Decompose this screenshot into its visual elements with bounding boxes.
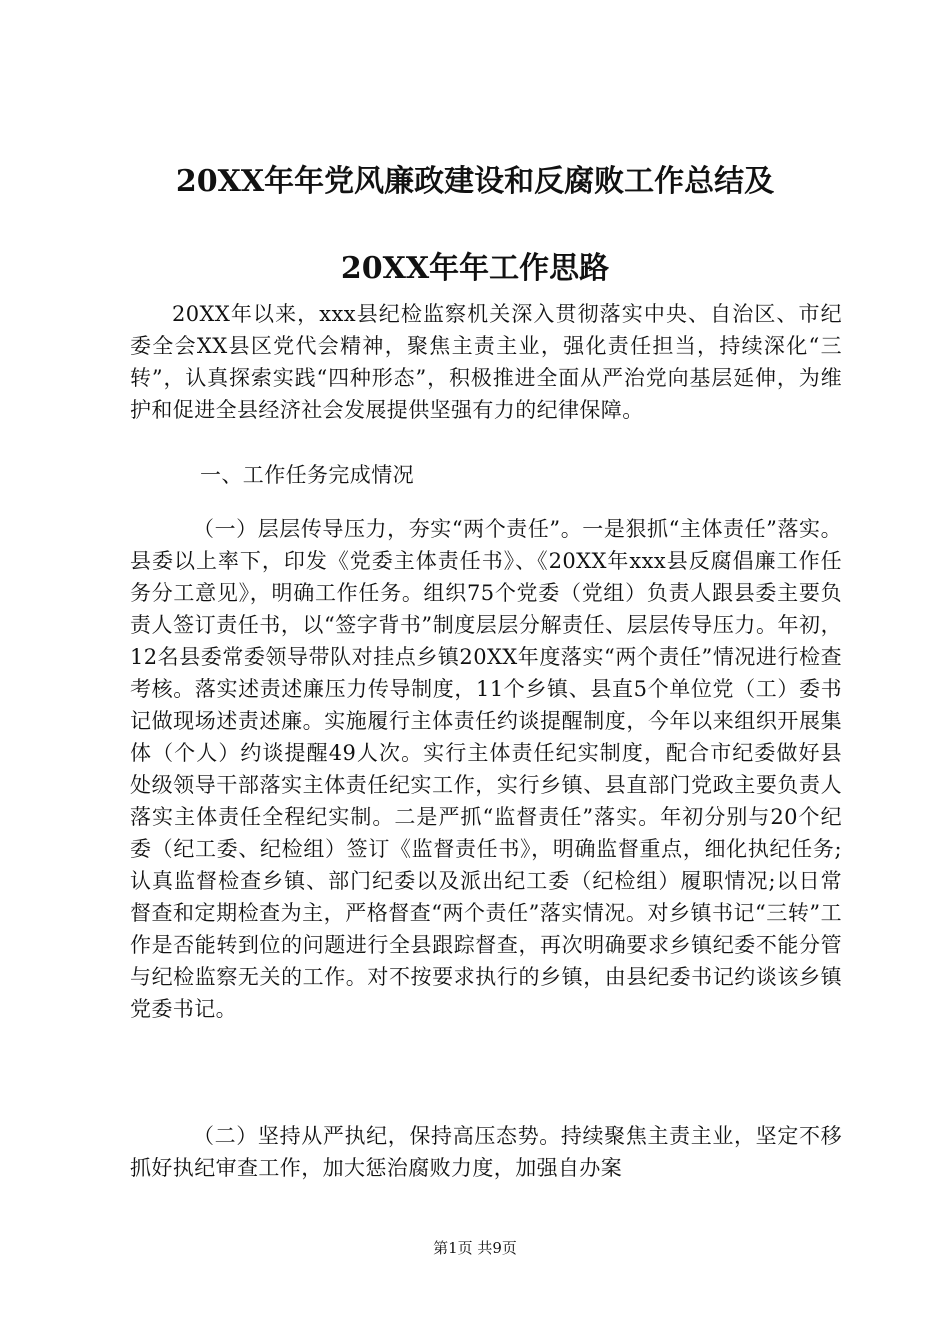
- body-paragraph-1: （一）层层传导压力，夯实“两个责任”。一是狠抓“主体责任”落实。县委以上率下，印发《党委主体责任书》、《20XX年xxx县反腐倡廉工作任务分工意见》，明确工作任务。组织75个党委（党组）负责人跟县委主要负责人签订责任书，以“签字背书”制度层层分解责任、层层传导压力。年初，12名县委常委领导带队对挂点乡镇20XX年度落实“两个责任”情况进行检查考核。落实述责述廉压力传导制度，11个乡镇、县直5个单位党（工）委书记做现场述责述廉。实施履行主体责任约谈提醒制度，今年以来组织开展集体（个人）约谈提醒49人次。实行主体责任纪实制度，配合市纪委做好县处级领导干部落实主体责任纪实工作，实行乡镇、县直部门党政主要负责人落实主体责任全程纪实制。二是严抓“监督责任”落实。年初分别与20个纪委（纪工委、纪检组）签订《监督责任书》，明确监督重点，细化执纪任务;认真监督检查乡镇、部门纪委以及派出纪工委（纪检组）履职情况;以日常督查和定期检查为主，严格督查“两个责任”落实情况。对乡镇书记“三转”工作是否能转到位的问题进行全县跟踪督查，再次明确要求乡镇纪委不能分管与纪检监察无关的工作。对不按要求执行的乡镇，由县纪委书记约谈该乡镇党委书记。: [130, 517, 842, 1021]
- page-footer: 第1页 共9页: [433, 1239, 517, 1257]
- document-title-line-2: 20XX年年工作思路: [340, 251, 610, 286]
- document-title-line-1: 20XX年年党风廉政建设和反腐败工作总结及: [175, 164, 775, 199]
- body-paragraph-2: （二）坚持从严执纪，保持高压态势。持续聚焦主责主业，坚定不移抓好执纪审查工作，加大惩治腐败力度，加强自办案: [130, 1124, 842, 1180]
- intro-paragraph: 20XX年以来，xxx县纪检监察机关深入贯彻落实中央、自治区、市纪委全会XX县区党代会精神，聚焦主责主业，强化责任担当，持续深化“三转”，认真探索实践“四种形态”，积极推进全面从严治党向基层延伸，为维护和促进全县经济社会发展提供坚强有力的纪律保障。: [130, 302, 842, 422]
- section-heading: 一、工作任务完成情况: [200, 463, 414, 487]
